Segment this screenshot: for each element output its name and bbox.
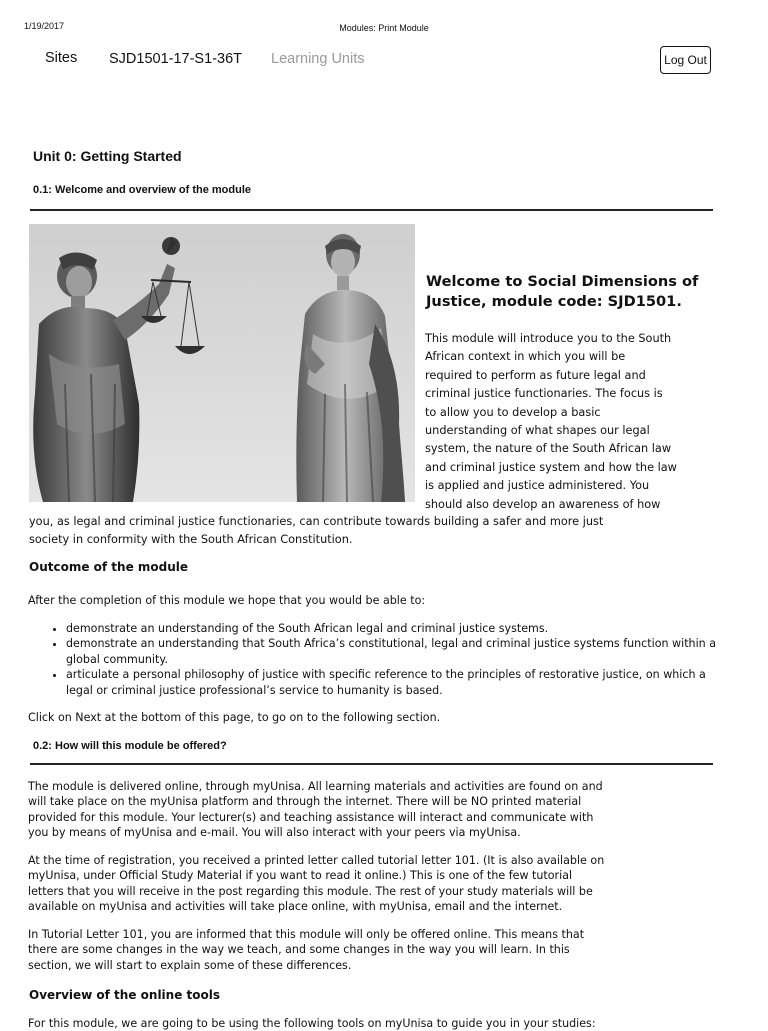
intro-line: African context in which you will be	[425, 350, 626, 364]
paragraph-line: there are some changes in the way we teach, and some changes in the way you will learn. In this	[28, 943, 570, 957]
intro-line: to allow you to develop a basic	[425, 405, 601, 419]
outcome-list	[50, 621, 736, 698]
list-item: • articulate a personal philosophy of justice with specific reference to the principles of restorative justice, on which a legal or criminal justice professional’s service to humanity is based.	[66, 667, 736, 698]
paragraph-line: you by means of myUnisa and e-mail. You will also interact with your peers via myUnisa.	[28, 826, 521, 840]
list-item: • demonstrate an understanding of the South African legal and criminal justice systems.	[66, 621, 736, 636]
paragraph-line: available on myUnisa and activities will take place online, with myUnisa, email and the internet.	[28, 900, 563, 914]
paragraph-line: letters that you will receive in the post regarding this module. The rest of your study materials will be	[28, 884, 593, 898]
list-item: • demonstrate an understanding that South Africa’s constitutional, legal and criminal justice systems function within a global community.	[66, 636, 736, 667]
section-divider	[30, 209, 713, 211]
top-navigation	[0, 50, 768, 74]
intro-line: system, the nature of the South African law	[425, 442, 672, 456]
click-next-instruction: Click on Next at the bottom of this page, to go on to the following section.	[28, 711, 441, 724]
paragraph-line: provided for this module. Your lecturer(s) and teaching assistance will interact and communicate with	[28, 810, 594, 824]
paragraph-line: will take place on the myUnisa platform and through the internet. There will be NO printed material	[28, 795, 582, 809]
intro-line: you, as legal and criminal justice functionaries, can contribute towards building a safer and more just	[29, 515, 604, 528]
intro-text-right	[425, 330, 725, 514]
intro-line: understanding of what shapes our legal	[425, 424, 650, 438]
section-divider	[30, 763, 713, 765]
delivery-paragraph-2	[28, 853, 728, 915]
intro-line: required to perform as future legal and	[425, 368, 646, 382]
nav-site-code-link[interactable]: SJD1501-17-S1-36T	[109, 51, 242, 67]
paragraph-line: myUnisa, under Official Study Material if you want to read it online.) This is one of the few tutorial	[28, 869, 573, 883]
intro-line: society in conformity with the South African Constitution.	[29, 533, 353, 547]
print-title: Modules: Print Module	[339, 23, 429, 33]
intro-line: This module will introduce you to the South	[425, 332, 672, 345]
delivery-paragraph-1	[28, 779, 728, 841]
intro-text-continued	[29, 513, 729, 550]
section-heading-welcome: 0.1: Welcome and overview of the module	[33, 184, 252, 196]
unit-title: Unit 0: Getting Started	[33, 148, 182, 164]
print-date: 1/19/2017	[24, 21, 65, 31]
online-tools-heading: Overview of the online tools	[29, 988, 221, 1002]
print-header	[0, 21, 768, 35]
intro-line: criminal justice functionaries. The focus is	[425, 387, 663, 401]
intro-line: is applied and justice administered. You	[425, 479, 650, 493]
nav-sites-link[interactable]: Sites	[45, 50, 78, 66]
outcome-heading: Outcome of the module	[29, 560, 189, 574]
welcome-title: Welcome to Social Dimensions of Justice, module code: SJD1501.	[426, 273, 699, 310]
nav-learning-units-link[interactable]: Learning Units	[271, 51, 365, 67]
outcome-intro: After the completion of this module we hope that you would be able to:	[28, 594, 426, 607]
lady-justice-image	[29, 224, 415, 502]
intro-line: should also develop an awareness of how	[425, 497, 661, 511]
intro-line: and criminal justice system and how the law	[425, 460, 677, 474]
paragraph-line: In Tutorial Letter 101, you are informed that this module will only be offered online. This means that	[28, 928, 585, 941]
delivery-paragraph-3	[28, 927, 728, 973]
paragraph-line: section, we will start to explain some of these differences.	[28, 958, 352, 972]
online-tools-intro: For this module, we are going to be using the following tools on myUnisa to guide you in your studies:	[28, 1017, 596, 1030]
paragraph-line: At the time of registration, you received a printed letter called tutorial letter 101. (It is also available on	[28, 854, 605, 867]
paragraph-line: The module is delivered online, through myUnisa. All learning materials and activities are found on and	[28, 780, 603, 793]
section-heading-delivery: 0.2: How will this module be offered?	[33, 740, 227, 752]
logout-button[interactable]: Log Out	[660, 46, 711, 74]
